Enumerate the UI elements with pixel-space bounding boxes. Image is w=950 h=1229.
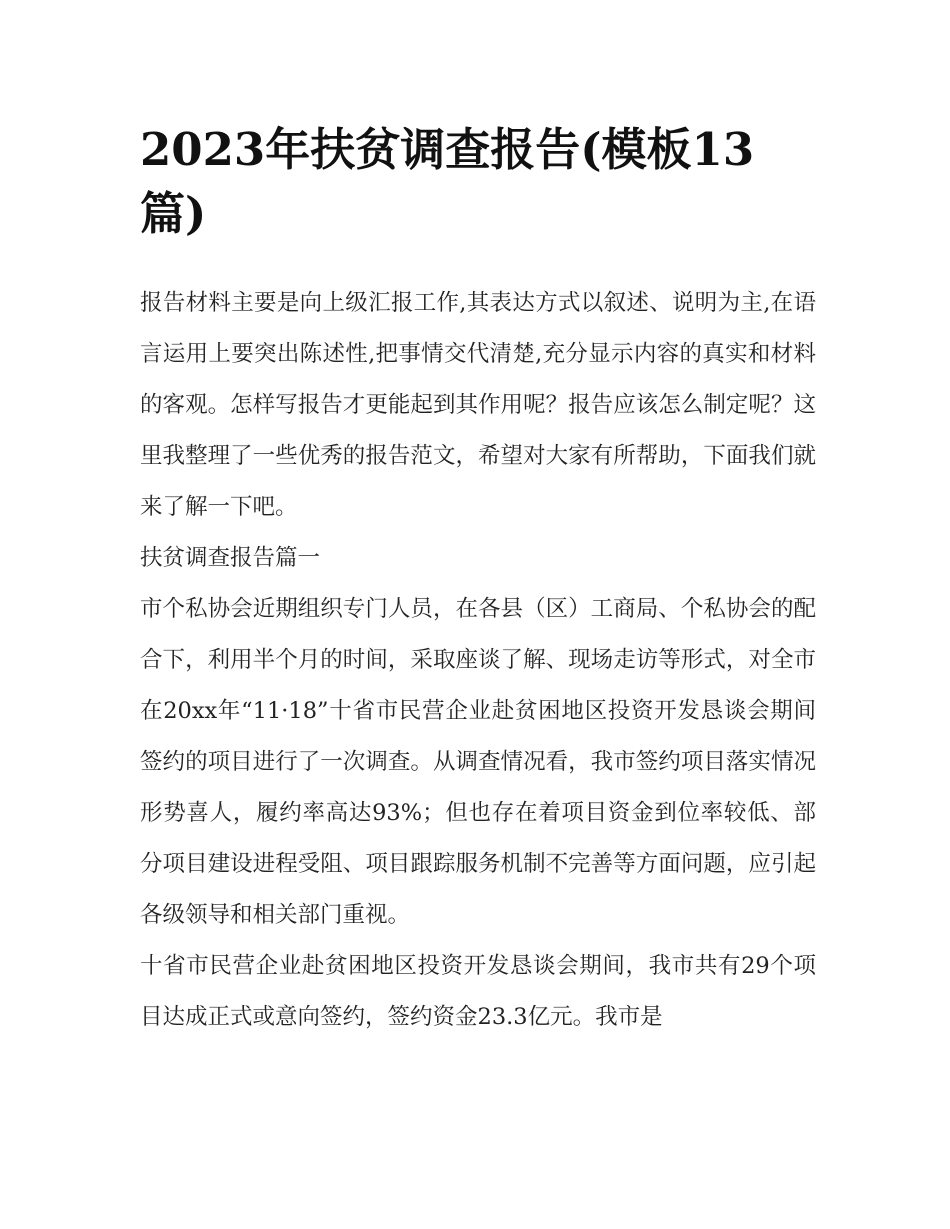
intro-paragraph: 报告材料主要是向上级汇报工作,其表达方式以叙述、说明为主,在语言运用上要突出陈述性,把事情交代清楚,充分显示内容的真实和材料的客观。怎样写报告才更能起到其作用呢？报告应该怎么制定呢？这里我整理了一些优秀的报告范文，希望对大家有所帮助，下面我们就来了解一下吧。 [140,290,816,520]
document-body [140,118,816,1043]
section-heading: 扶贫调查报告篇一 [140,545,321,571]
body-paragraph: 市个私协会近期组织专门人员，在各县（区）工商局、个私协会的配合下，利用半个月的时间，采取座谈了解、现场走访等形式，对全市在20xx年“11·18”十省市民营企业赴贫困地区投资开发恳谈会期间签约的项目进行了一次调查。从调查情况看，我市签约项目落实情况形势喜人，履约率高达93%；但也存在着项目资金到位率较低、部分项目建设进程受阻、项目跟踪服务机制不完善等方面问题，应引起各级领导和相关部门重视。 [140,596,816,928]
document-title: 2023年扶贫调查报告(模板13篇) [140,123,755,240]
body-paragraph: 十省市民营企业赴贫困地区投资开发恳谈会期间，我市共有29个项目达成正式或意向签约，签约资金23.3亿元。我市是 [140,953,816,1030]
